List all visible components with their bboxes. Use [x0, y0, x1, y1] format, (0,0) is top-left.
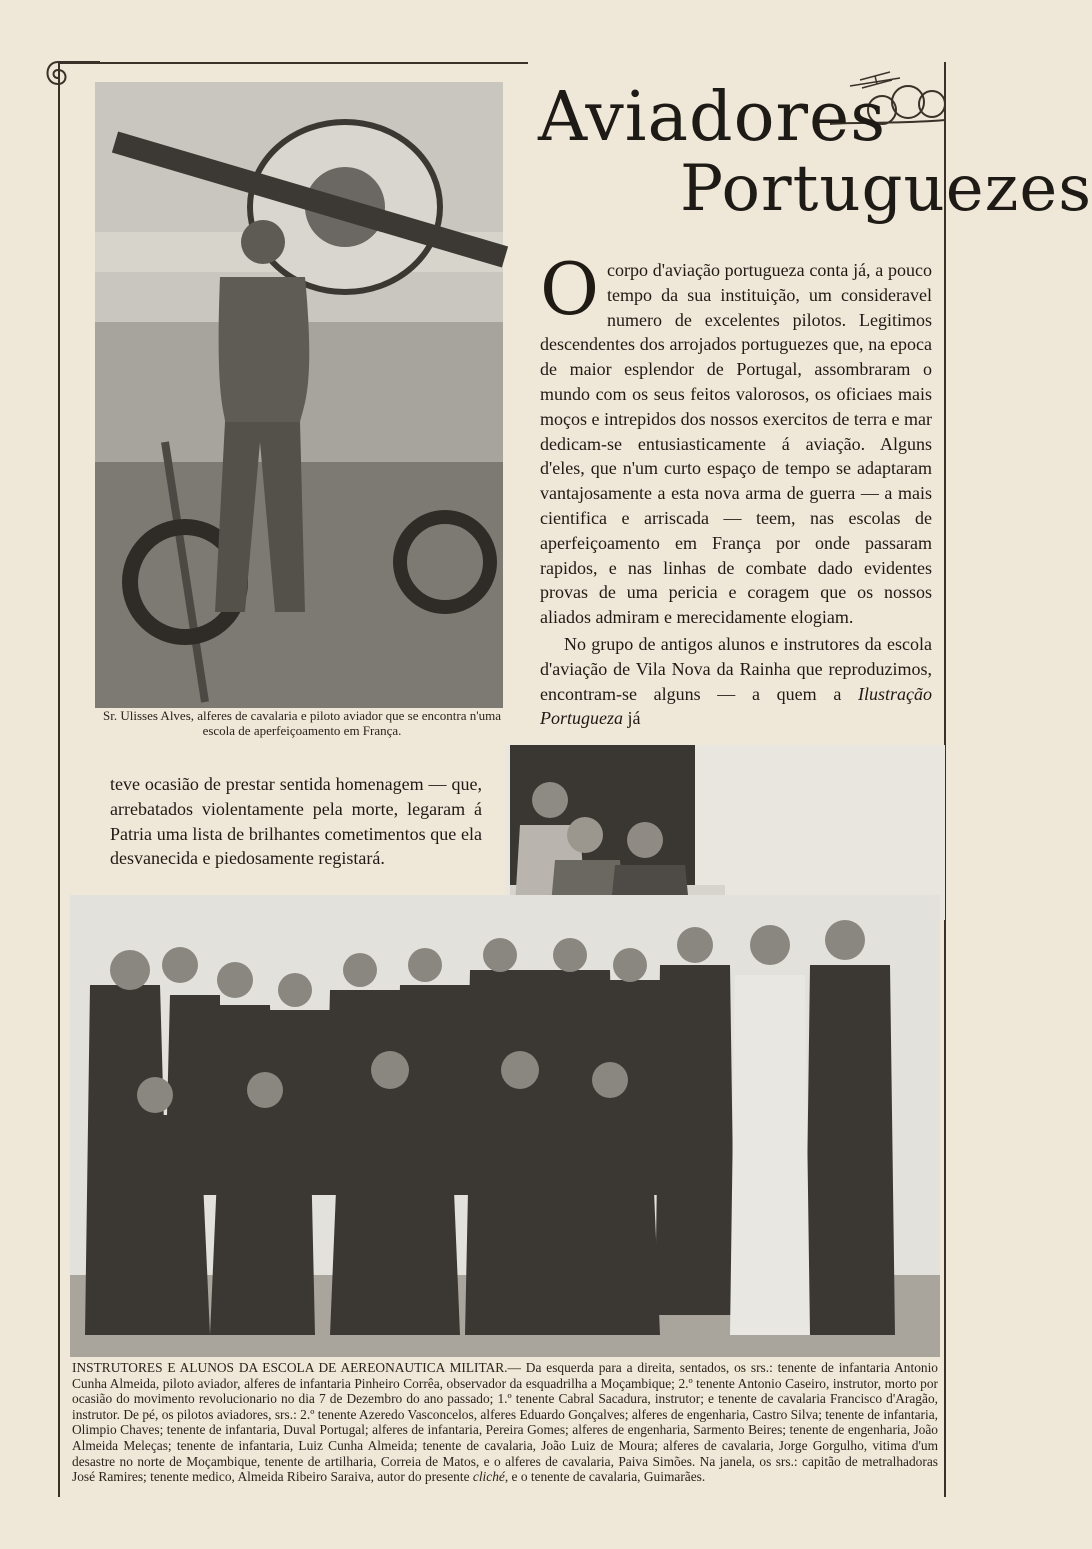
- drop-cap: O: [540, 247, 600, 331]
- article-continuation: teve ocasião de prestar sentida homenagem — que, arrebatados violentamente pela morte, legaram á Patria uma lista de brilhantes cometimentos que ela desvanecida e piedosamente registará.: [110, 774, 482, 869]
- paragraph-2-start: No grupo de antigos alunos e instrutores da escola d'aviação de Vila Nova da Rainha que reproduzimos, encontram-se alguns — a quem a: [540, 633, 932, 704]
- paragraph-1-text: corpo d'aviação portugueza conta já, a pouco tempo da sua instituição, um consideravel numero de excelentes pilotos. Legitimos descendentes dos arrojados portuguezes que, na epoca de maior esplendor de Portugal, assombraram o mundo com os seus feitos valorosos, os oficiaes mais moços e intrepidos dos nossos exercitos de terra e mar dedicam-se entusiasticamente á aviação. Alguns d'eles, que n'um curto espaço de tempo se adaptaram vantajosamente a esta nova arma de guerra — a mais cientifica e arriscada — teem, nas escolas de aperfeiçoamento em França por onde passaram rapidos, e nas linhas de combate dado evidentes provas de uma pericia e coragem que os nossos aliados admiram e merecidamente elogiam.: [540, 260, 932, 628]
- group-photo: [70, 895, 940, 1357]
- paragraph-2-end: já: [627, 708, 641, 729]
- top-photo-caption: Sr. Ulisses Alves, alferes de cavalaria e piloto aviador que se encontra n'uma escola de aperfeiçoamento em França.: [103, 708, 501, 738]
- frame-top-rule: [58, 62, 528, 64]
- masthead-line-2: Portuguezes: [680, 152, 1092, 226]
- group-caption-text: — Da esquerda para a direita, sentados, os srs.: tenente de infantaria Antonio Cunha Almeida, piloto aviador, alferes de infantaria Pinheiro Corrêa, observador da esquadrilha a Moçambique; 2.º tenente Antonio Caseiro, instrutor, morto por ocasião do movimento revolucionario no dia 7 de Dezembro do ano passado; 1.º tenente Cabral Sacadura, instrutor; e tenente de cavalaria Francisco d'Aragão, instrutor. De pé, os pilotos aviadores, srs.: 2.º tenente Azeredo Vasconcelos, alferes Eduardo Gonçalves; alferes de engenharia, Castro Silva; tenente de infantaria, Olimpio Chaves; tenente de infantaria, Duval Portugal; alferes de infantaria, Pereira Gomes; alferes de engenharia, Sarmento Beires; tenente de engenharia, João Almeida Meleças; tenente de infantaria, Luiz Cunha Almeida; tenente de cavalaria, João Luiz de Moura; alferes de cavalaria, Jorge Gorgulho, vitima d'um desastre no norte de Moçambique, tenente de artilharia, Correia de Matos, e o alferes de cavalaria, Paiva Simões. Na janela, os srs.: capitão de metralhadoras José Ramires; tenente medico, Almeida Ribeiro Saraiva, autor do presente: [72, 1360, 938, 1485]
- magazine-name: Ilustração Portugueza: [540, 683, 933, 729]
- article-paragraph-1: [540, 247, 932, 630]
- group-caption-end: , e o tenente de cavalaria, Guimarães.: [504, 1469, 706, 1485]
- article-paragraph-2: [540, 632, 932, 731]
- article-column-right: [540, 247, 933, 731]
- scroll-ornament-icon: [40, 52, 100, 92]
- group-photo-caption: [72, 1360, 938, 1485]
- article-masthead: [530, 70, 1092, 240]
- window-group-photo: [505, 745, 945, 920]
- aviator-portrait-photo: [95, 82, 503, 708]
- group-caption-cliche: cliché: [472, 1469, 505, 1485]
- masthead-line-1: Aviadores: [538, 78, 887, 157]
- group-caption-title: INSTRUTORES E ALUNOS DA ESCOLA DE AEREONAUTICA MILITAR.: [72, 1360, 508, 1375]
